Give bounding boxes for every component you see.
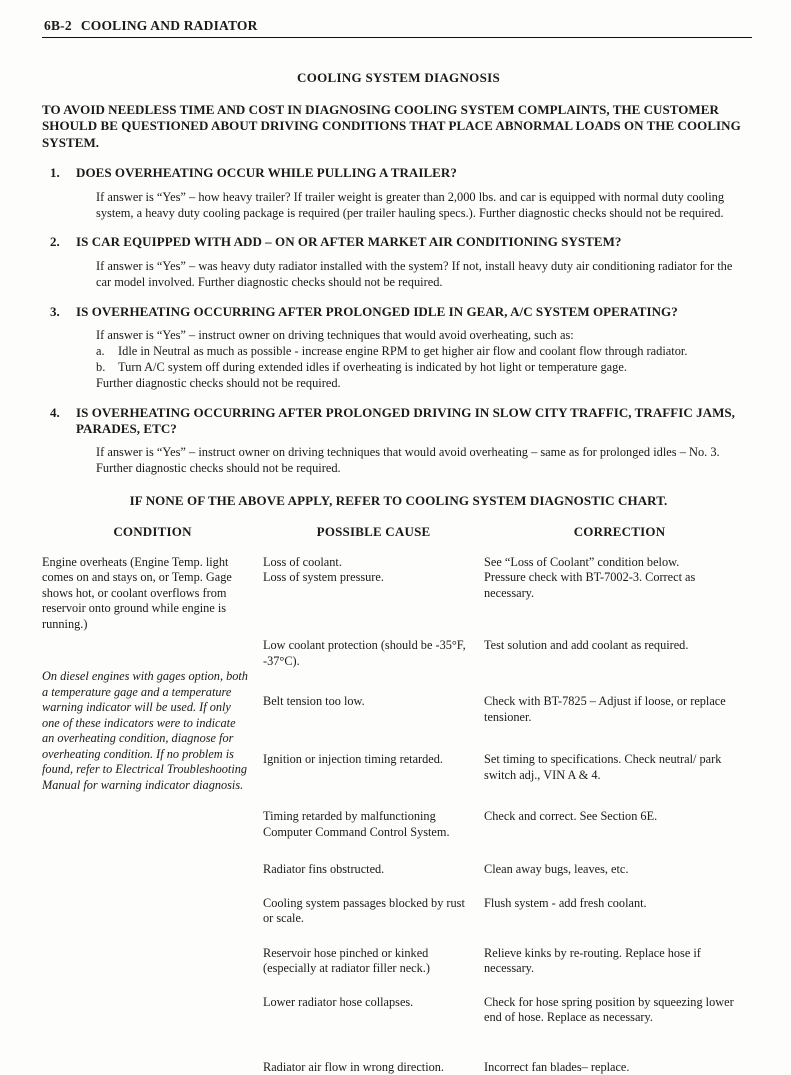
correction-cell: Incorrect fan blades– replace. <box>484 1059 630 1074</box>
cause-cell: Ignition or injection timing retarded. <box>263 752 443 767</box>
sub-item-text: Turn A/C system off during extended idles if overheating is indicated by hot light or temperature gage. <box>118 360 627 375</box>
question-answer: If answer is “Yes” – was heavy duty radiator installed with the system? If not, install heavy duty air conditioning radiator for the car model involved. Further diagnostic checks should not be required. <box>96 259 733 289</box>
column-header-condition: CONDITION <box>113 523 192 539</box>
page-title: COOLING SYSTEM DIAGNOSIS <box>297 70 500 85</box>
page-header <box>42 18 755 37</box>
question-text: IS OVERHEATING OCCURRING AFTER PROLONGED DRIVING IN SLOW CITY TRAFFIC, TRAFFIC JAMS, PARADES, ETC? <box>76 404 735 436</box>
header-divider <box>42 37 752 38</box>
cause-cell: Radiator fins obstructed. <box>263 862 385 877</box>
column-header-possible-cause: POSSIBLE CAUSE <box>316 523 431 539</box>
chart-reference-note: IF NONE OF THE ABOVE APPLY, REFER TO COOLING SYSTEM DIAGNOSTIC CHART. <box>129 492 668 508</box>
cause-cell: Timing retarded by malfunctioning Computer Command Control System. <box>263 809 450 839</box>
correction-cell: Pressure check with BT-7002-3. Correct as necessary. <box>484 570 696 600</box>
correction-cell: Check with BT-7825 – Adjust if loose, or replace tensioner. <box>484 694 726 724</box>
correction-cell: Check and correct. See Section 6E. <box>484 809 658 824</box>
correction-cell: Relieve kinks by re-routing. Replace hose if necessary. <box>484 945 701 976</box>
question-number: 1. <box>50 165 60 181</box>
cause-cell: Radiator air flow in wrong direction. <box>263 1059 445 1074</box>
cause-cell: Belt tension too low. <box>263 694 365 709</box>
answer-tail: Further diagnostic checks should not be required. <box>96 376 341 391</box>
sub-item-letter: b. <box>96 360 106 375</box>
table-header-row <box>42 523 755 555</box>
cause-cell: Low coolant protection (should be -35°F, -37°C). <box>263 638 466 668</box>
intro-paragraph: TO AVOID NEEDLESS TIME AND COST IN DIAGNOSING COOLING SYSTEM COMPLAINTS, THE CUSTOMER SHOULD BE QUESTIONED ABOUT DRIVING CONDITIONS THAT PLACE ABNORMAL LOADS ON THE COOLING SYSTEM. <box>42 102 741 150</box>
correction-cell: Check for hose spring position by squeezing lower end of hose. Replace as necessary. <box>484 994 734 1025</box>
condition-note-text: On diesel engines with gages option, both a temperature gage and a temperature warning indicator will be used. If only one of these indicators were to indicate an overheating condition, diagnose for overheating condition. If no problem is found, refer to Electrical Troubleshooting Manual for warning indicator diagnosis. <box>42 669 248 792</box>
cause-cell: Loss of system pressure. <box>263 570 384 585</box>
question-item <box>42 165 755 221</box>
cause-cell: Cooling system passages blocked by rust or scale. <box>263 895 465 926</box>
answer-sub-item <box>96 344 745 360</box>
question-number: 4. <box>50 404 60 420</box>
condition-cell <box>42 669 263 1075</box>
answer-sub-item <box>96 360 745 376</box>
cause-cell: Loss of coolant. <box>263 554 342 569</box>
correction-cell: Test solution and add coolant as required. <box>484 638 689 653</box>
table-row <box>42 555 755 570</box>
question-list <box>42 165 755 477</box>
correction-cell: Clean away bugs, leaves, etc. <box>484 862 629 877</box>
table-row <box>42 669 755 725</box>
section-title: COOLING AND RADIATOR <box>80 18 258 33</box>
question-item <box>42 234 755 290</box>
question-item <box>42 304 755 392</box>
question-answer: If answer is “Yes” – instruct owner on driving techniques that would avoid overheating – same as for prolonged idles – No. 3. Further diagnostic checks should not be required. <box>96 445 720 475</box>
correction-cell: Set timing to specifications. Check neutral/ park switch adj., VIN A & 4. <box>484 752 722 782</box>
cause-cell: Reservoir hose pinched or kinked (especially at radiator filler neck.) <box>263 945 430 976</box>
correction-cell: Flush system - add fresh coolant. <box>484 895 647 910</box>
sub-item-letter: a. <box>96 344 105 359</box>
question-number: 2. <box>50 234 60 250</box>
diagnostic-chart <box>42 523 755 1075</box>
question-answer: If answer is “Yes” – how heavy trailer? If trailer weight is greater than 2,000 lbs. and car is equipped with normal duty cooling system, a heavy duty cooling package is required (per trailer hauling specs.). Further diagnostic checks should not be required. <box>96 189 725 220</box>
condition-cell <box>42 555 263 669</box>
question-item <box>42 405 755 477</box>
cause-cell: Lower radiator hose collapses. <box>263 994 414 1009</box>
question-answer <box>76 328 755 392</box>
sub-item-text: Idle in Neutral as much as possible - increase engine RPM to get higher air flow and coolant flow through radiator. <box>118 344 688 359</box>
question-number: 3. <box>50 303 60 319</box>
question-text: IS CAR EQUIPPED WITH ADD – ON OR AFTER MARKET AIR CONDITIONING SYSTEM? <box>76 234 622 250</box>
page-number: 6B-2 <box>44 18 72 33</box>
question-text: IS OVERHEATING OCCURRING AFTER PROLONGED IDLE IN GEAR, A/C SYSTEM OPERATING? <box>76 303 678 319</box>
answer-lead: If answer is “Yes” – instruct owner on driving techniques that would avoid overheating, such as: <box>96 328 574 343</box>
condition-text: Engine overheats (Engine Temp. light comes on and stays on, or Temp. Gage shows hot, or coolant overflows from reservoir onto ground while engine is running.) <box>42 554 232 631</box>
correction-cell: See “Loss of Coolant” condition below. <box>484 554 680 569</box>
column-header-correction: CORRECTION <box>573 523 666 539</box>
question-text: DOES OVERHEATING OCCUR WHILE PULLING A TRAILER? <box>76 165 457 181</box>
